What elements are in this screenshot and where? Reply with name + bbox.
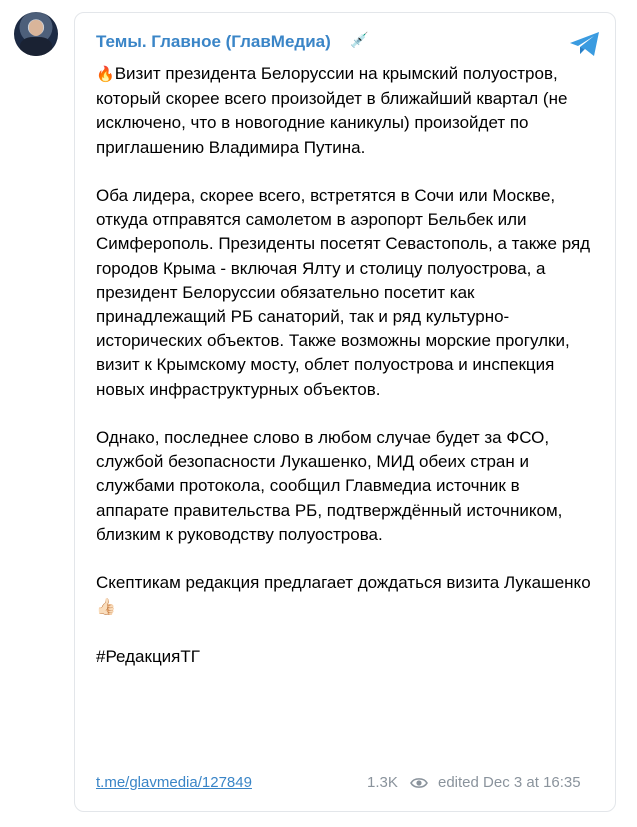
channel-title[interactable] (96, 32, 331, 52)
eye-icon (410, 776, 428, 790)
post-paragraph-4-text: Скептикам редакция предлагает дождаться визита Лукашенко (96, 573, 591, 593)
channel-avatar[interactable] (14, 12, 58, 56)
post-paragraph-2: Оба лидера, скорее всего, встретятся в Сочи или Москве, откуда отправятся самолетом в аэропорт Бельбек или Симферополь. Президенты посетят Севастополь, а также ряд городов Крыма - включая Ялту и столицу полуострова, а президент Белоруссии обязательно посетит как принадлежащий РБ санаторий, так и ряд культурно-исторических объектов. Также возможны морские прогулки, визит к Крымскому мосту, облет полуострова и инспекция новых инфраструктурных объектов. (96, 186, 591, 399)
thumbs-up-emoji: 👍🏻 (96, 599, 116, 617)
views-count: 1.3K (367, 774, 398, 791)
syringe-emoji: 💉 (350, 32, 369, 49)
post-link[interactable]: t.me/glavmedia/127849 (96, 774, 252, 791)
post-hashtag[interactable]: #РедакцияТГ (96, 646, 200, 666)
fire-emoji: 🔥 (96, 66, 115, 83)
channel-title-text: Темы. Главное (ГлавМедиа) (96, 32, 331, 51)
edited-timestamp: edited Dec 3 at 16:35 (438, 774, 581, 791)
post-footer (96, 774, 602, 796)
post-body (96, 62, 596, 693)
telegram-icon[interactable] (568, 30, 602, 58)
avatar-figure-suit (20, 37, 52, 56)
post-paragraph-1-text: Визит президента Белоруссии на крымский полуостров, который скорее всего произойдет в ближайший квартал (не исключено, что в новогодние каникулы) произойдет по приглашению Владимира Путина. (96, 64, 568, 157)
post-paragraph-1 (96, 62, 596, 160)
avatar-figure-face (29, 20, 43, 36)
post-paragraph-4 (96, 571, 596, 620)
post-paragraph-3: Однако, последнее слово в любом случае будет за ФСО, службой безопасности Лукашенко, МИД обеих стран и службами протокола, сообщил Главмедиа источник в аппарате правительства РБ, подтверждённый источником, близким к руководству полуострова. (96, 428, 563, 544)
